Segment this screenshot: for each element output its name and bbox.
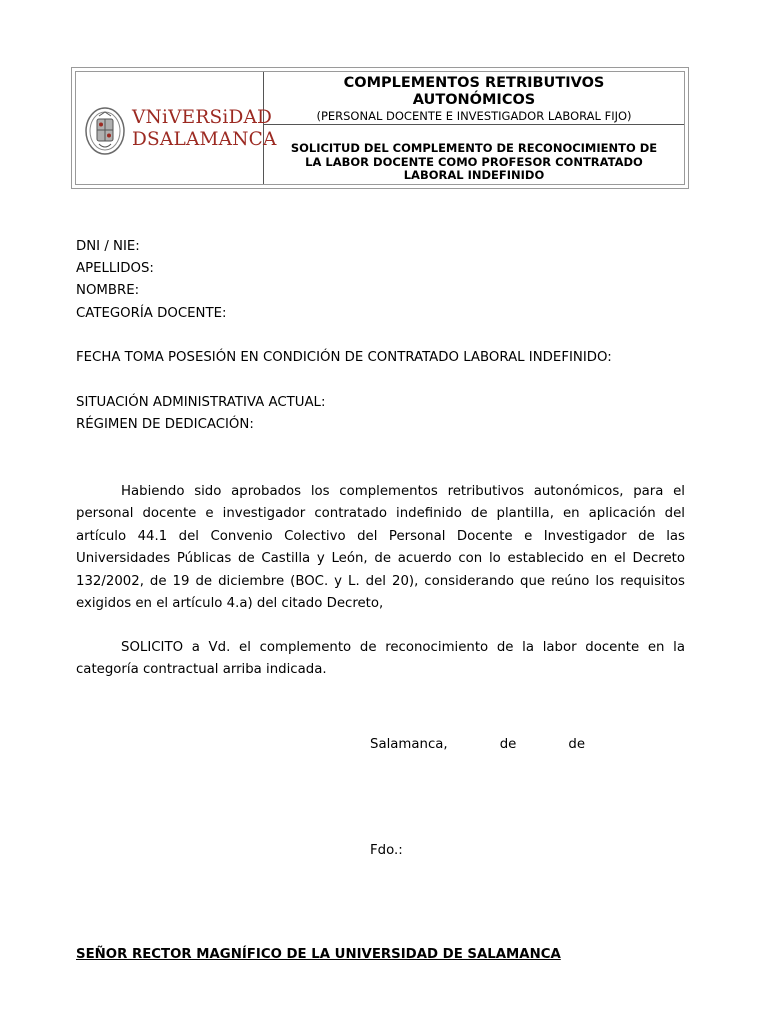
title-subheading: (PERSONAL DOCENTE E INVESTIGADOR LABORAL FIJO) bbox=[316, 109, 632, 123]
university-seal-icon bbox=[84, 106, 126, 156]
date-de-1: de bbox=[499, 737, 517, 752]
field-dni: DNI / NIE: bbox=[76, 239, 140, 254]
university-logo-text bbox=[132, 107, 277, 151]
addressee: SEÑOR RECTOR MAGNÍFICO DE LA UNIVERSIDAD DE SALAMANCA bbox=[76, 947, 561, 962]
header-table bbox=[75, 71, 685, 185]
field-fecha-toma-posesion: FECHA TOMA POSESIÓN EN CONDICIÓN DE CONTRATADO LABORAL INDEFINIDO: bbox=[76, 350, 612, 365]
subtitle-line-1: SOLICITUD DEL COMPLEMENTO DE RECONOCIMIENTO DE bbox=[290, 141, 658, 155]
field-regimen-dedicacion: RÉGIMEN DE DEDICACIÓN: bbox=[76, 417, 254, 432]
document-header bbox=[71, 67, 689, 189]
field-situacion-administrativa: SITUACIÓN ADMINISTRATIVA ACTUAL: bbox=[76, 395, 326, 410]
date-de-2: de bbox=[568, 737, 585, 752]
logo-line-2: DSALAMANCA bbox=[132, 129, 277, 150]
title-line-2: AUTONÓMICOS bbox=[412, 92, 536, 108]
signature-label: Fdo.: bbox=[370, 843, 403, 858]
field-nombre: NOMBRE: bbox=[76, 283, 140, 298]
request-subtitle bbox=[264, 142, 684, 183]
subtitle-line-2: LA LABOR DOCENTE COMO PROFESOR CONTRATADO bbox=[305, 154, 643, 169]
place-date-line bbox=[370, 734, 585, 756]
field-categoria: CATEGORÍA DOCENTE: bbox=[76, 306, 227, 321]
subtitle-line-3: LABORAL INDEFINIDO bbox=[403, 168, 545, 182]
document-title bbox=[264, 75, 684, 109]
logo-line-1: VNiVERSiDAD bbox=[132, 107, 273, 128]
logo-cell bbox=[76, 72, 277, 184]
body-paragraph-2: SOLICITO a Vd. el complemento de reconocimiento de la labor docente en la categoría contractual arriba indicada. bbox=[76, 640, 685, 678]
title-cell bbox=[264, 72, 684, 125]
body-paragraph-1: Habiendo sido aprobados los complementos retributivos autonómicos, para el personal docente e investigador contratado indefinido de plantilla, en aplicación del artículo 44.1 del Convenio Colectivo del Personal Docente e Investigador de las Universidades Públicas de Castilla y León, de acuerdo con lo establecido en el Decreto 132/2002, de 19 de diciembre (BOC. y L. del 20), considerando que reúno los requisitos exigidos en el artículo 4.a) del citado Decreto, bbox=[76, 484, 685, 612]
title-line-1: COMPLEMENTOS RETRIBUTIVOS bbox=[343, 75, 605, 91]
place-label: Salamanca, bbox=[370, 737, 448, 752]
field-apellidos: APELLIDOS: bbox=[76, 261, 154, 276]
